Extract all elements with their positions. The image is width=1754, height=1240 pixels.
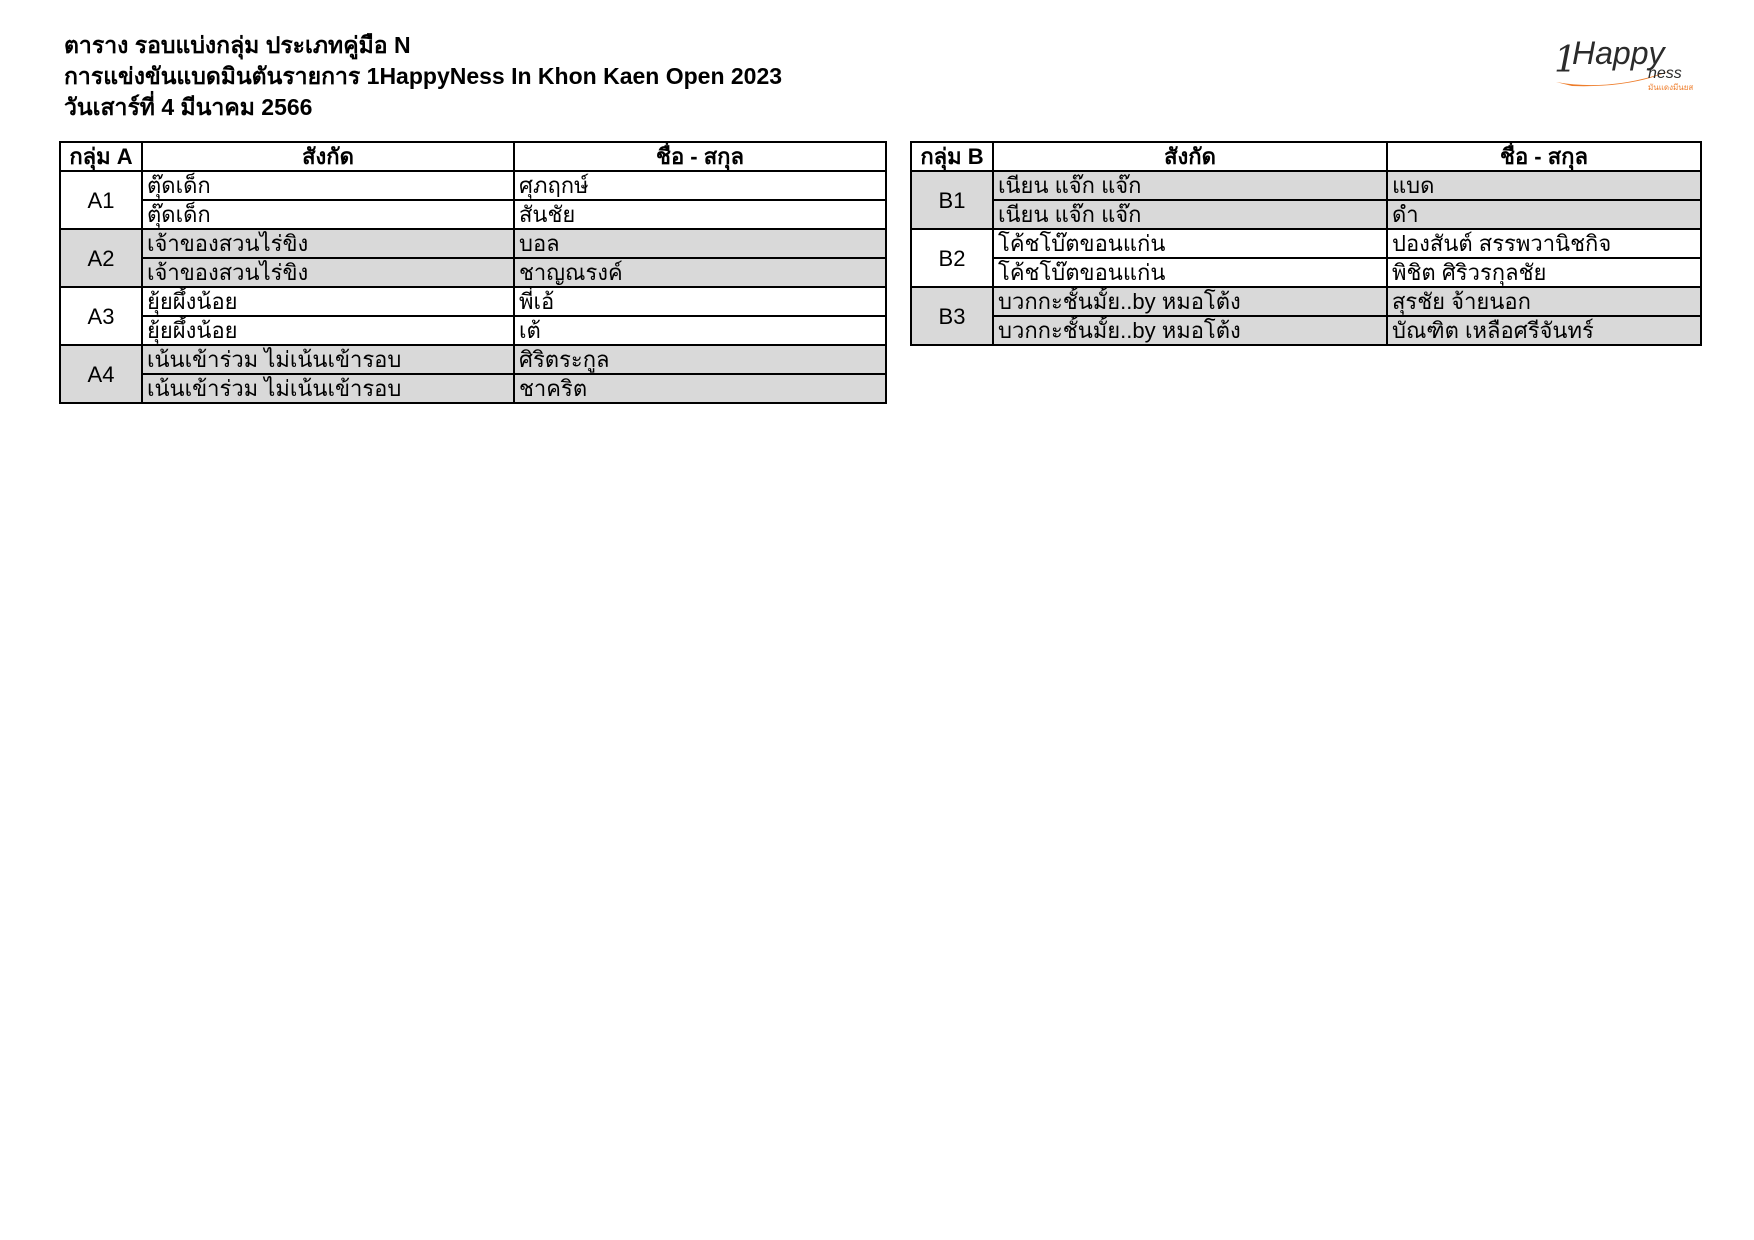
pair-id: A1 [60,171,142,229]
pair-id: B3 [911,287,993,345]
name-cell: ศิริตระกูล [514,345,886,374]
name-cell: พิชิต ศิริวรกุลชัย [1387,258,1701,287]
affiliation-cell: เจ้าของสวนไร่ขิง [142,229,514,258]
group-a-header: กลุ่ม A [60,142,142,171]
table-row [911,229,1701,258]
affiliation-cell: บวกกะชั้นมั้ย..by หมอโต้ง [993,316,1387,345]
table-row [60,287,886,316]
table-header-row [911,142,1701,171]
affiliation-cell: ตุ๊ดเด็ก [142,171,514,200]
name-cell: ชาคริต [514,374,886,403]
table-row [911,287,1701,316]
name-header: ชื่อ - สกุล [514,142,886,171]
name-header: ชื่อ - สกุล [1387,142,1701,171]
affiliation-cell: ยุ้ยผึ้งน้อย [142,316,514,345]
name-cell: เต้ [514,316,886,345]
affiliation-cell: โค้ชโบ๊ตขอนแก่น [993,229,1387,258]
group-b-table [910,141,1702,346]
pair-id: A2 [60,229,142,287]
table-row [911,200,1701,229]
name-cell: ดำ [1387,200,1701,229]
name-cell: บอล [514,229,886,258]
name-cell: สันชัย [514,200,886,229]
pair-id: B1 [911,171,993,229]
table-row [60,258,886,287]
header-event: การแข่งขันแบดมินตันรายการ 1HappyNess In Khon Kaen Open 2023 [64,63,783,89]
table-row [60,200,886,229]
header-date: วันเสาร์ที่ 4 มีนาคม 2566 [64,94,313,120]
group-a-table [59,141,887,404]
affiliation-cell: ตุ๊ดเด็ก [142,200,514,229]
pair-id: A4 [60,345,142,403]
svg-text:มันแดงมีนยส: มันแดงมีนยส [1648,83,1694,92]
svg-text:ness: ness [1648,65,1682,82]
table-row [60,316,886,345]
table-row [911,171,1701,200]
name-cell: ศุภฤกษ์ [514,171,886,200]
affiliation-header: สังกัด [142,142,514,171]
affiliation-cell: เจ้าของสวนไร่ขิง [142,258,514,287]
happyness-logo [1552,32,1702,94]
document-header [64,30,782,123]
affiliation-cell: โค้ชโบ๊ตขอนแก่น [993,258,1387,287]
group-b-header: กลุ่ม B [911,142,993,171]
svg-text:1: 1 [1554,40,1577,81]
affiliation-header: สังกัด [993,142,1387,171]
affiliation-cell: เนียน แจ๊ก แจ๊ก [993,200,1387,229]
table-row [60,374,886,403]
table-row [60,345,886,374]
affiliation-cell: ยุ้ยผึ้งน้อย [142,287,514,316]
table-row [911,316,1701,345]
pair-id: A3 [60,287,142,345]
affiliation-cell: เนียน แจ๊ก แจ๊ก [993,171,1387,200]
name-cell: ปองสันต์ สรรพวานิชกิจ [1387,229,1701,258]
affiliation-cell: เน้นเข้าร่วม ไม่เน้นเข้ารอบ [142,374,514,403]
pair-id: B2 [911,229,993,287]
table-row [60,229,886,258]
table-row [911,258,1701,287]
name-cell: บัณฑิต เหลือศรีจันทร์ [1387,316,1701,345]
affiliation-cell: เน้นเข้าร่วม ไม่เน้นเข้ารอบ [142,345,514,374]
table-header-row [60,142,886,171]
name-cell: สุรชัย จ้ายนอก [1387,287,1701,316]
table-row [60,171,886,200]
happyness-logo-icon [1552,32,1702,94]
name-cell: พี่เอ้ [514,287,886,316]
name-cell: ชาญณรงค์ [514,258,886,287]
affiliation-cell: บวกกะชั้นมั้ย..by หมอโต้ง [993,287,1387,316]
svg-text:Happy: Happy [1572,35,1665,71]
header-title: ตาราง รอบแบ่งกลุ่ม ประเภทคู่มือ N [64,32,411,58]
name-cell: แบด [1387,171,1701,200]
